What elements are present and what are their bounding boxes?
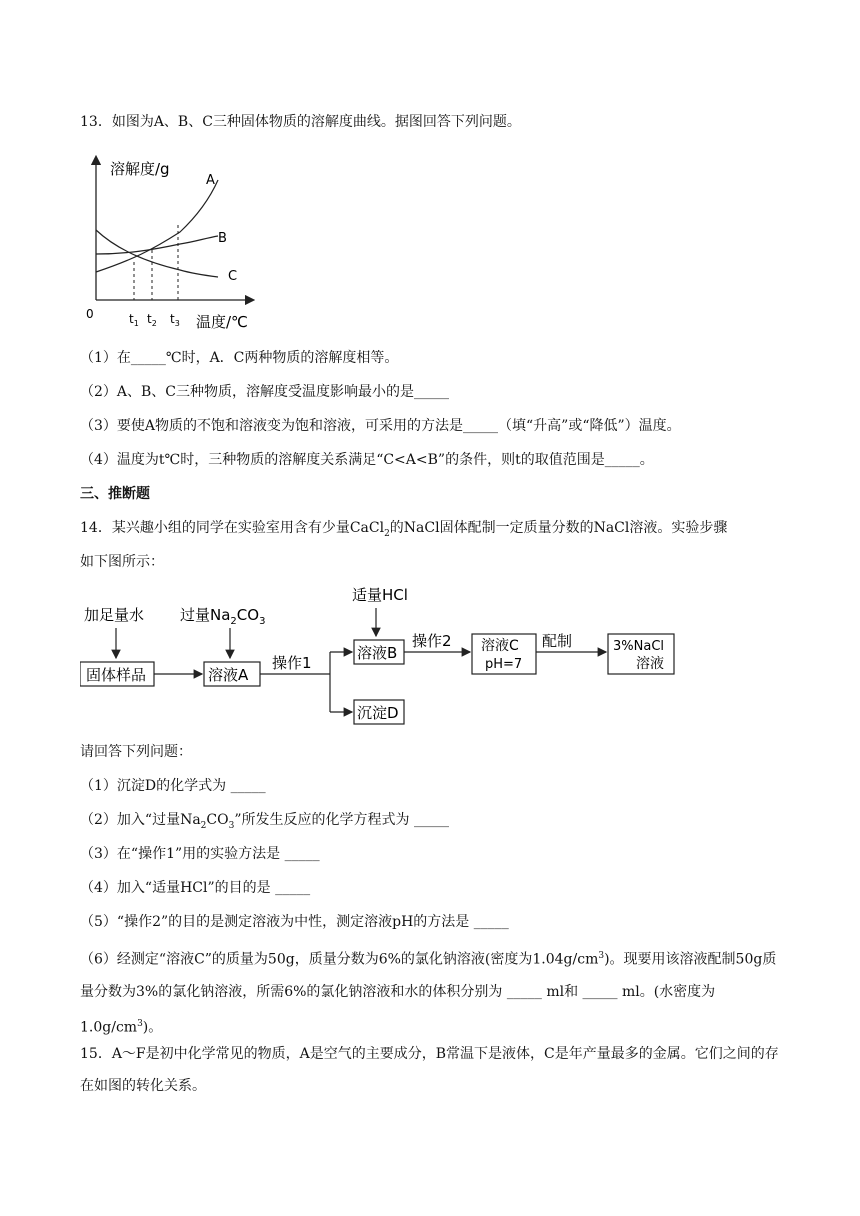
solution-b-text: 溶液B bbox=[357, 644, 398, 662]
flowchart bbox=[80, 582, 700, 730]
excess-na2co3-label: 过量$Na_2CO_3$ bbox=[180, 606, 266, 627]
t3-label: $t_3$ bbox=[170, 312, 180, 328]
q14-sub1: （1）沉淀D的化学式为 _____ bbox=[80, 778, 266, 794]
q13-sub1: （1）在_____℃时，A．C两种物质的溶解度相等。 bbox=[80, 350, 399, 366]
op1-text: 操作1 bbox=[272, 654, 312, 672]
q14-sub2: （2）加入“过量$Na_2CO_3$”所发生反应的化学方程式为 _____ bbox=[80, 812, 449, 831]
curve-b-label: B bbox=[218, 231, 227, 246]
q14-stem: 14．某兴趣小组的同学在实验室用含有少量CaCl$_2$的NaCl固体配制一定质量分数的NaCl溶液。实验步骤 bbox=[80, 520, 728, 539]
q14-sub5: （5）“操作2”的目的是测定溶液为中性，测定溶液pH的方法是 _____ bbox=[80, 914, 509, 930]
section-heading: 三、推断题 bbox=[80, 486, 150, 502]
q14-sub6: （6）经测定“溶液C”的质量为50g，质量分数为6%的氯化钠溶液(密度为$1.04g/cm^3$)。现要用该溶液配制50g质量分数为3%的氯化钠溶液，所需6%的氯化钠溶液和水的体积分别为 _____ ml和 _____ ml。(水密度为$1.0g/cm^3$)。 bbox=[80, 951, 777, 1036]
sample-text: 固体样品 bbox=[86, 666, 147, 684]
q14-stem-line2: 如下图所示： bbox=[80, 554, 164, 570]
add-water-label: 加足量水 bbox=[84, 606, 145, 624]
nacl-solution-text: 溶液 bbox=[636, 656, 664, 672]
nacl-text: 3%NaCl bbox=[613, 639, 665, 654]
curve-b-line bbox=[96, 236, 218, 254]
q13-sub4: （4）温度为t℃时，三种物质的溶解度关系满足“C<A<B”的条件，则t的取值范围是_____。 bbox=[80, 452, 654, 468]
q15-text: 15．A～F是初中化学常见的物质，A是空气的主要成分，B常温下是液体，C是年产量最多的金属。它们之间的存在如图的转化关系。 bbox=[80, 1046, 779, 1094]
q14-sub3: （3）在“操作1”用的实验方法是 _____ bbox=[80, 846, 320, 862]
precipitate-d-text: 沉淀D bbox=[357, 704, 399, 722]
y-axis-label: 溶解度/g bbox=[110, 160, 170, 178]
curve-c-label: C bbox=[228, 269, 238, 284]
hcl-label: 适量HCl bbox=[352, 586, 408, 604]
q13-sub3: （3）要使A物质的不饱和溶液变为饱和溶液，可采用的方法是_____（填“升高”或“降低”）温度。 bbox=[80, 418, 681, 434]
curve-a-line bbox=[96, 180, 218, 272]
t1-label: $t_1$ bbox=[129, 312, 139, 328]
solubility-graph bbox=[82, 150, 282, 335]
solution-c-text: 溶液C bbox=[481, 638, 519, 654]
q14-sub4: （4）加入“适量HCl”的目的是 _____ bbox=[80, 880, 311, 896]
op2-text: 操作2 bbox=[412, 632, 452, 650]
ph-text: pH=7 bbox=[485, 657, 523, 672]
origin-label: 0 bbox=[86, 307, 94, 321]
curve-a-label: A bbox=[206, 173, 215, 188]
q14-prompt: 请回答下列问题： bbox=[80, 744, 192, 760]
q13-stem: 13．如图为A、B、C三种固体物质的溶解度曲线。据图回答下列问题。 bbox=[80, 114, 521, 130]
prepare-text: 配制 bbox=[542, 632, 573, 650]
t2-label: $t_2$ bbox=[147, 312, 157, 328]
q13-sub2: （2）A、B、C三种物质，溶解度受温度影响最小的是_____ bbox=[80, 384, 450, 400]
x-axis-label: 温度/℃ bbox=[196, 313, 248, 331]
solution-a-text: 溶液A bbox=[208, 666, 249, 684]
